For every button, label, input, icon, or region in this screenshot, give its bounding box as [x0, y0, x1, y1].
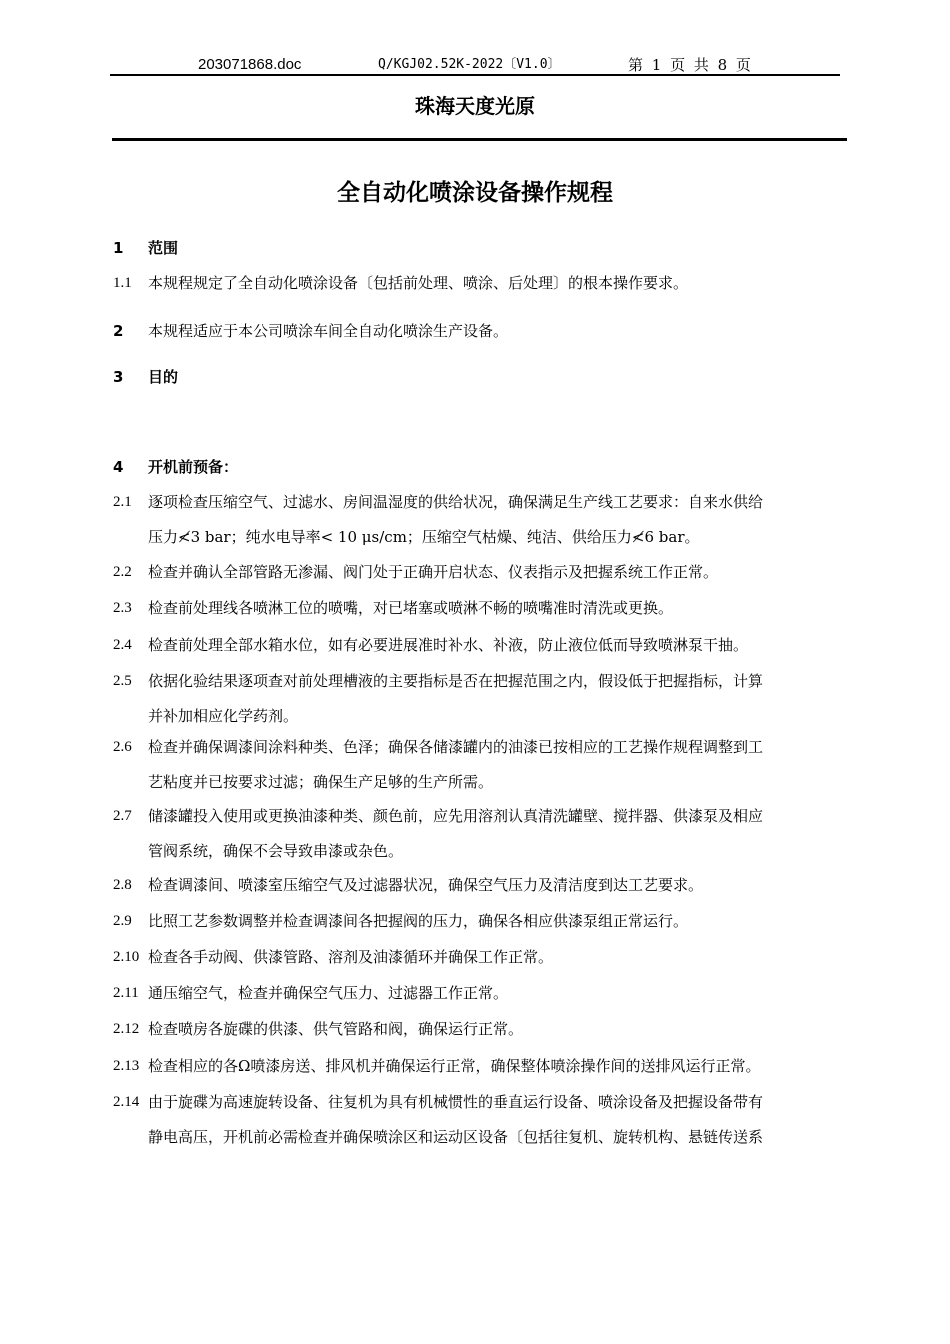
clause-number: 2.14	[113, 1094, 140, 1110]
clause	[113, 591, 825, 626]
clause-text-cont: 静电高压，开机前必需检查并确保喷涂区和运动区设备〔包括往复机、旋转机构、悬链传送系	[148, 1128, 764, 1146]
clause-text-cont: 压力≮3 bar；纯水电导率< 10 μs/cm；压缩空气枯燥、纯洁、供给压力≮6 bar。	[148, 528, 700, 546]
header-file-name: 203071868.doc	[198, 56, 302, 73]
clause-text-cont: 艺粘度并已按要求过滤；确保生产足够的生产所需。	[148, 773, 494, 791]
clause-text: 检查各手动阀、供漆管路、溶剂及油漆循环并确保工作正常。	[148, 948, 554, 966]
clause-number: 2.3	[113, 600, 132, 616]
section-number: 1	[113, 239, 124, 257]
clause-number: 2.1	[113, 494, 132, 510]
header-doc-code: Q/KGJ02.52K-2022〔V1.0〕	[378, 57, 561, 72]
clause	[113, 664, 825, 734]
clause	[113, 904, 825, 939]
clause-text: 检查喷房各旋碟的供漆、供气管路和阀，确保运行正常。	[148, 1020, 524, 1038]
clause	[113, 1085, 825, 1155]
clause-text: 检查调漆间、喷漆室压缩空气及过滤器状况，确保空气压力及清洁度到达工艺要求。	[148, 876, 704, 894]
clause-text-cont: 管阀系统，确保不会导致串漆或杂色。	[148, 842, 404, 860]
clause-number: 2.5	[113, 673, 132, 689]
clause-text: 检查并确保调漆间涂料种类、色泽；确保各储漆罐内的油漆已按相应的工艺操作规程调整到工	[148, 738, 764, 756]
clause-number: 1.1	[113, 275, 132, 291]
clause-text: 检查相应的各Ω喷漆房送、排风机并确保运行正常，确保整体喷涂操作间的送排风运行正常。	[148, 1057, 761, 1075]
clause-number: 2.2	[113, 564, 132, 580]
clause	[113, 628, 825, 663]
title-rule	[112, 138, 847, 141]
clause-number: 2.10	[113, 949, 140, 965]
clause-number: 2.9	[113, 913, 132, 929]
clause-number: 2.8	[113, 877, 132, 893]
section-heading	[113, 457, 238, 477]
section-label: 开机前预备：	[148, 458, 239, 476]
document-title: 全自动化喷涂设备操作规程	[337, 180, 613, 206]
clause-number: 2.11	[113, 985, 139, 1001]
clause-text: 依据化验结果逐项查对前处理槽液的主要指标是否在把握范围之内，假设低于把握指标，计算	[148, 672, 764, 690]
section-text: 本规程适应于本公司喷涂车间全自动化喷涂生产设备。	[148, 322, 509, 340]
clause	[113, 1012, 825, 1047]
header-rule	[110, 74, 840, 76]
clause-text: 检查前处理线各喷淋工位的喷嘴，对已堵塞或喷淋不畅的喷嘴准时清洗或更换。	[148, 599, 674, 617]
clause	[113, 868, 825, 903]
clause	[113, 555, 825, 590]
clause-text: 检查并确认全部管路无渗漏、阀门处于正确开启状态、仪表指示及把握系统工作正常。	[148, 563, 719, 581]
clause	[113, 799, 825, 869]
section-number: 2	[113, 322, 124, 340]
clause	[113, 485, 825, 555]
clause	[113, 976, 825, 1011]
clause-number: 2.6	[113, 739, 132, 755]
clause-text: 逐项检查压缩空气、过滤水、房间温湿度的供给状况，确保满足生产线工艺要求：自来水供给	[148, 493, 764, 511]
clause-text: 本规程规定了全自动化喷涂设备〔包括前处理、喷涂、后处理〕的根本操作要求。	[148, 274, 689, 292]
clause-number: 2.4	[113, 637, 132, 653]
clause-number: 2.12	[113, 1021, 140, 1037]
clause-text: 储漆罐投入使用或更换油漆种类、颜色前，应先用溶剂认真清洗罐壁、搅拌器、供漆泵及相应	[148, 807, 764, 825]
clause	[113, 1049, 825, 1084]
clause-text: 检查前处理全部水箱水位，如有必要进展准时补水、补液，防止液位低而导致喷淋泵干抽。	[148, 636, 749, 654]
clause-text-cont: 并补加相应化学药剂。	[148, 707, 299, 725]
section-heading	[113, 367, 178, 387]
clause	[113, 266, 825, 301]
section-heading	[113, 238, 178, 258]
company-name: 珠海天度光原	[415, 94, 535, 118]
section-label: 目的	[148, 368, 179, 386]
clause-text: 通压缩空气，检查并确保空气压力、过滤器工作正常。	[148, 984, 509, 1002]
section-number: 4	[113, 458, 124, 476]
section-number: 3	[113, 368, 124, 386]
clause	[113, 730, 825, 800]
clause-number: 2.13	[113, 1058, 140, 1074]
clause-number: 2.7	[113, 808, 132, 824]
clause	[113, 940, 825, 975]
section-heading	[113, 321, 508, 341]
header-page-info: 第 1 页 共 8 页	[628, 56, 753, 74]
clause-text: 由于旋碟为高速旋转设备、往复机为具有机械惯性的垂直运行设备、喷涂设备及把握设备带有	[148, 1093, 764, 1111]
section-label: 范围	[148, 239, 179, 257]
clause-text: 比照工艺参数调整并检查调漆间各把握阀的压力，确保各相应供漆泵组正常运行。	[148, 912, 689, 930]
